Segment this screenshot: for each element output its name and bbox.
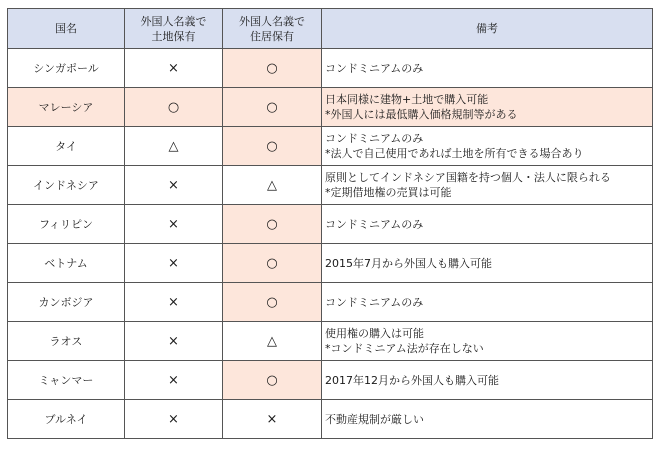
note-cell xyxy=(322,205,653,244)
note-line: コンドミニアムのみ xyxy=(325,132,424,145)
note-cell xyxy=(322,400,653,439)
note-line: コンドミニアムのみ xyxy=(325,217,424,231)
note-line: *法人で自己使用であれば土地を所有できる場合あり xyxy=(325,147,584,160)
house-cell: ○ xyxy=(223,88,322,127)
country-cell: ミャンマー xyxy=(8,361,125,400)
house-cell: ○ xyxy=(223,361,322,400)
land-cell: × xyxy=(125,244,223,283)
note-cell xyxy=(322,361,653,400)
land-cell: ○ xyxy=(125,88,223,127)
land-cell: × xyxy=(125,322,223,361)
land-cell: × xyxy=(125,400,223,439)
country-cell: ベトナム xyxy=(8,244,125,283)
table-row xyxy=(8,322,653,361)
table-row xyxy=(8,166,653,205)
header-land xyxy=(125,9,223,49)
note-line: 日本同様に建物+土地で購入可能 xyxy=(325,93,489,106)
note-cell xyxy=(322,88,653,127)
header-land-line1: 外国人名義で xyxy=(140,14,207,28)
house-cell: × xyxy=(223,400,322,439)
note-cell xyxy=(322,244,653,283)
house-cell: △ xyxy=(223,166,322,205)
note-cell xyxy=(322,322,653,361)
table-row xyxy=(8,49,653,88)
header-house xyxy=(223,9,322,49)
note-line: *コンドミニアム法が存在しない xyxy=(325,342,484,355)
land-cell: △ xyxy=(125,127,223,166)
table-row xyxy=(8,283,653,322)
note-line: *外国人には最低購入価格規制等がある xyxy=(325,108,518,121)
header-land-line2: 土地保有 xyxy=(151,29,196,43)
table-row xyxy=(8,244,653,283)
table-row xyxy=(8,88,653,127)
header-house-line1: 外国人名義で xyxy=(239,14,305,28)
house-cell: △ xyxy=(223,322,322,361)
country-cell: ラオス xyxy=(8,322,125,361)
country-cell: タイ xyxy=(8,127,125,166)
country-cell: シンガポール xyxy=(8,49,125,88)
land-cell: × xyxy=(125,166,223,205)
country-cell: インドネシア xyxy=(8,166,125,205)
table-row xyxy=(8,205,653,244)
note-line: 不動産規制が厳しい xyxy=(325,412,424,426)
header-house-line2: 住居保有 xyxy=(250,29,294,43)
note-line: コンドミニアムのみ xyxy=(325,61,424,75)
land-cell: × xyxy=(125,283,223,322)
note-cell xyxy=(322,166,653,205)
ownership-table xyxy=(7,8,653,439)
header-country xyxy=(8,9,125,49)
house-cell: ○ xyxy=(223,283,322,322)
country-cell: カンボジア xyxy=(8,283,125,322)
house-cell: ○ xyxy=(223,205,322,244)
land-cell: × xyxy=(125,49,223,88)
country-cell: マレーシア xyxy=(8,88,125,127)
house-cell: ○ xyxy=(223,127,322,166)
note-cell xyxy=(322,49,653,88)
table-row xyxy=(8,127,653,166)
note-line: 2015年7月から外国人も購入可能 xyxy=(325,256,492,270)
header-note-label: 備考 xyxy=(476,22,498,35)
table-header-row xyxy=(8,9,653,49)
note-cell xyxy=(322,127,653,166)
header-country-label: 国名 xyxy=(55,22,77,35)
country-cell: ブルネイ xyxy=(8,400,125,439)
house-cell: ○ xyxy=(223,244,322,283)
note-line: 原則としてインドネシア国籍を持つ個人・法人に限られる xyxy=(325,171,611,184)
land-cell: × xyxy=(125,205,223,244)
country-cell: フィリピン xyxy=(8,205,125,244)
note-line: コンドミニアムのみ xyxy=(325,295,424,309)
note-line: 2017年12月から外国人も購入可能 xyxy=(325,373,499,387)
header-note xyxy=(322,9,653,49)
table-row xyxy=(8,361,653,400)
land-cell: × xyxy=(125,361,223,400)
note-line: *定期借地権の売買は可能 xyxy=(325,186,452,199)
note-cell xyxy=(322,283,653,322)
table-row xyxy=(8,400,653,439)
house-cell: ○ xyxy=(223,49,322,88)
note-line: 使用権の購入は可能 xyxy=(325,327,424,340)
